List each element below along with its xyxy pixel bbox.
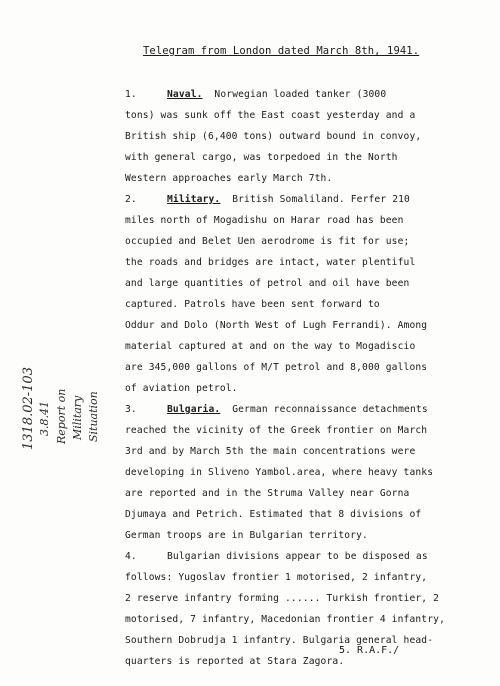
section-4-heading-line (125, 551, 428, 562)
text-line: Oddur and Dolo (North West of Lugh Ferrandi). Among (125, 320, 428, 331)
section-number: 2. (125, 194, 137, 205)
margin-note-line-3: Report on (55, 388, 68, 444)
telegram-title: Telegram from London dated March 8th, 1941. (143, 45, 420, 57)
margin-note-line-1: 1318.02-103 (21, 367, 36, 450)
section-number: 4. (125, 551, 137, 562)
text-line: Western approaches early March 7th. (125, 173, 333, 184)
handwritten-margin-note (20, 346, 108, 458)
text-line: captured. Patrols have been sent forward to (125, 299, 380, 310)
section-3-heading-line (125, 404, 428, 415)
text-line: are 345,000 gallons of M/T petrol and 8,000 gallons (125, 362, 428, 373)
text-line: miles north of Mogadishu on Harar road has been (125, 215, 404, 226)
section-heading: Naval. (167, 89, 203, 100)
text-line: material captured at and on the way to Mogadiscio (125, 341, 416, 352)
text-line: developing in Sliveno Yambol.area, where heavy tanks (125, 467, 434, 478)
margin-note-line-5: Situation (87, 391, 100, 442)
margin-note-line-2: 3.8.41 (38, 401, 51, 436)
section-heading: Bulgaria. (167, 404, 221, 415)
section-heading: Military. (167, 194, 221, 205)
section-first-line: British Somaliland. Ferfer 210 (232, 194, 410, 205)
text-line: 2 reserve infantry forming ...... Turkish frontier, 2 (125, 593, 440, 604)
margin-note-drawing (20, 346, 108, 458)
text-line: reached the vicinity of the Greek frontier on March (125, 425, 428, 436)
section-number: 1. (125, 89, 137, 100)
text-line: and large quantities of petrol and oil have been (125, 278, 410, 289)
text-line: the roads and bridges are intact, water plentiful (125, 257, 416, 268)
section-first-line: Bulgarian divisions appear to be disposed as (167, 551, 428, 562)
continuation-footer: 5. R.A.F./ (339, 645, 400, 656)
section-1-heading-line (125, 89, 386, 100)
section-2-heading-line (125, 194, 410, 205)
text-line: occupied and Belet Uen aerodrome is fit for use; (125, 236, 410, 247)
text-line: follows: Yugoslav frontier 1 motorised, 2 infantry, (125, 572, 428, 583)
text-line: quarters is reported at Stara Zagora. (125, 656, 345, 667)
text-line: Southern Dobrudja 1 infantry. Bulgaria general head- (125, 635, 434, 646)
text-line: tons) was sunk off the East coast yesterday and a (125, 110, 416, 121)
text-line: German troops are in Bulgarian territory. (125, 530, 368, 541)
text-line: motorised, 7 infantry, Macedonian frontier 4 infantry, (125, 614, 445, 625)
section-first-line: German reconnaissance detachments (232, 404, 428, 415)
section-first-line: Norwegian loaded tanker (3000 (214, 89, 387, 100)
text-line: of aviation petrol. (125, 383, 238, 394)
margin-note-line-4: Military (71, 395, 84, 440)
text-line: British ship (6,400 tons) outward bound in convoy, (125, 131, 422, 142)
text-line: with general cargo, was torpedoed in the North (125, 152, 398, 163)
text-line: 3rd and by March 5th the main concentrations were (125, 446, 416, 457)
text-line: are reported and in the Struma Valley near Gorna (125, 488, 410, 499)
text-line: Djumaya and Petrich. Estimated that 8 divisions of (125, 509, 422, 520)
section-number: 3. (125, 404, 137, 415)
